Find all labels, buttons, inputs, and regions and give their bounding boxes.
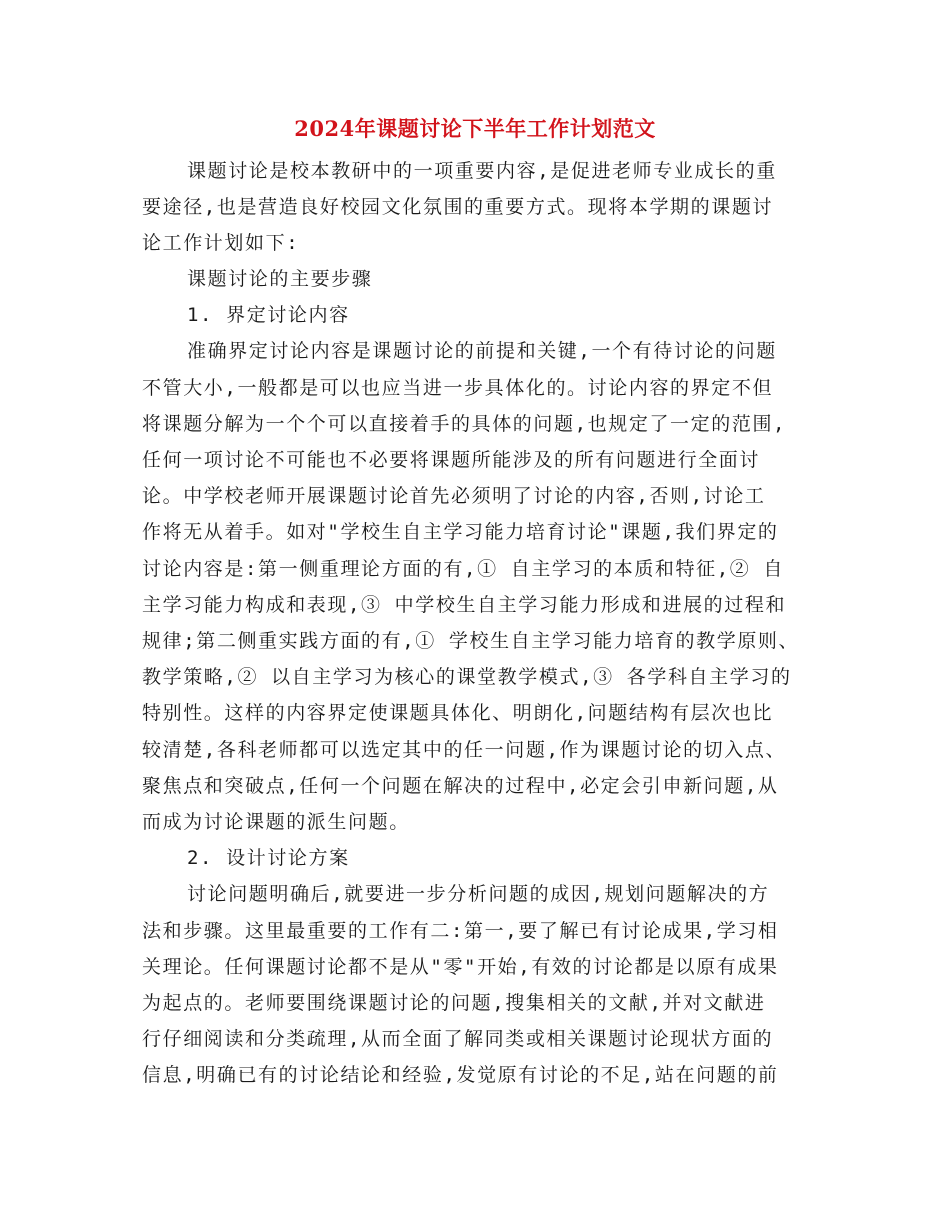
paragraph-line: 为起点的。老师要围绕课题讨论的问题,搜集相关的文献,并对文献进: [142, 992, 766, 1014]
paragraph-line: 不管大小,一般都是可以也应当进一步具体化的。讨论内容的界定不但: [142, 377, 774, 399]
paragraph-line: 信息,明确已有的讨论结论和经验,发觉原有讨论的不足,站在问题的前: [142, 1064, 779, 1086]
section-heading: 课题讨论的主要步骤: [187, 268, 373, 290]
paragraph-line: 准确界定讨论内容是课题讨论的前提和关键,一个有待讨论的问题: [187, 340, 777, 362]
paragraph-line: 作将无从着手。如对"学校生自主学习能力培育讨论"课题,我们界定的: [142, 521, 779, 543]
paragraph-line: 课题讨论是校本教研中的一项重要内容,是促进老师专业成长的重: [187, 160, 777, 182]
paragraph-line: 教学策略,② 以自主学习为核心的课堂教学模式,③ 各学科自主学习的: [142, 666, 792, 688]
paragraph-line: 论工作计划如下:: [142, 232, 300, 254]
paragraph-line: 关理论。任何课题讨论都不是从"零"开始,有效的讨论都是以原有成果: [142, 956, 779, 978]
paragraph-line: 特别性。这样的内容界定使课题具体化、明朗化,问题结构有层次也比: [142, 702, 774, 724]
subsection-heading: 2. 设计讨论方案: [187, 847, 350, 869]
paragraph-line: 要途径,也是营造良好校园文化氛围的重要方式。现将本学期的课题讨: [142, 196, 774, 218]
paragraph-line: 较清楚,各科老师都可以选定其中的任一问题,作为课题讨论的切入点、: [142, 739, 787, 761]
document-title: 2024年课题讨论下半年工作计划范文: [294, 116, 656, 141]
paragraph-line: 论。中学校老师开展课题讨论首先必须明了讨论的内容,否则,讨论工: [142, 485, 766, 507]
paragraph-line: 而成为讨论课题的派生问题。: [142, 811, 410, 833]
paragraph-line: 法和步骤。这里最重要的工作有二:第一,要了解已有讨论成果,学习相: [142, 920, 779, 942]
paragraph-line: 将课题分解为一个个可以直接着手的具体的问题,也规定了一定的范围,: [142, 413, 787, 435]
paragraph-line: 聚焦点和突破点,任何一个问题在解决的过程中,必定会引申新问题,从: [142, 775, 779, 797]
paragraph-line: 行仔细阅读和分类疏理,从而全面了解同类或相关课题讨论现状方面的: [142, 1028, 774, 1050]
paragraph-line: 规律;第二侧重实践方面的有,① 学校生自主学习能力培育的教学原则、: [142, 630, 800, 652]
paragraph-line: 主学习能力构成和表现,③ 中学校生自主学习能力形成和进展的过程和: [142, 594, 787, 616]
paragraph-line: 讨论内容是:第一侧重理论方面的有,① 自主学习的本质和特征,② 自: [142, 558, 784, 580]
paragraph-line: 任何一项讨论不可能也不必要将课题所能涉及的所有问题进行全面讨: [142, 449, 761, 471]
subsection-heading: 1. 界定讨论内容: [187, 304, 350, 326]
paragraph-line: 讨论问题明确后,就要进一步分析问题的成因,规划问题解决的方: [187, 883, 770, 905]
